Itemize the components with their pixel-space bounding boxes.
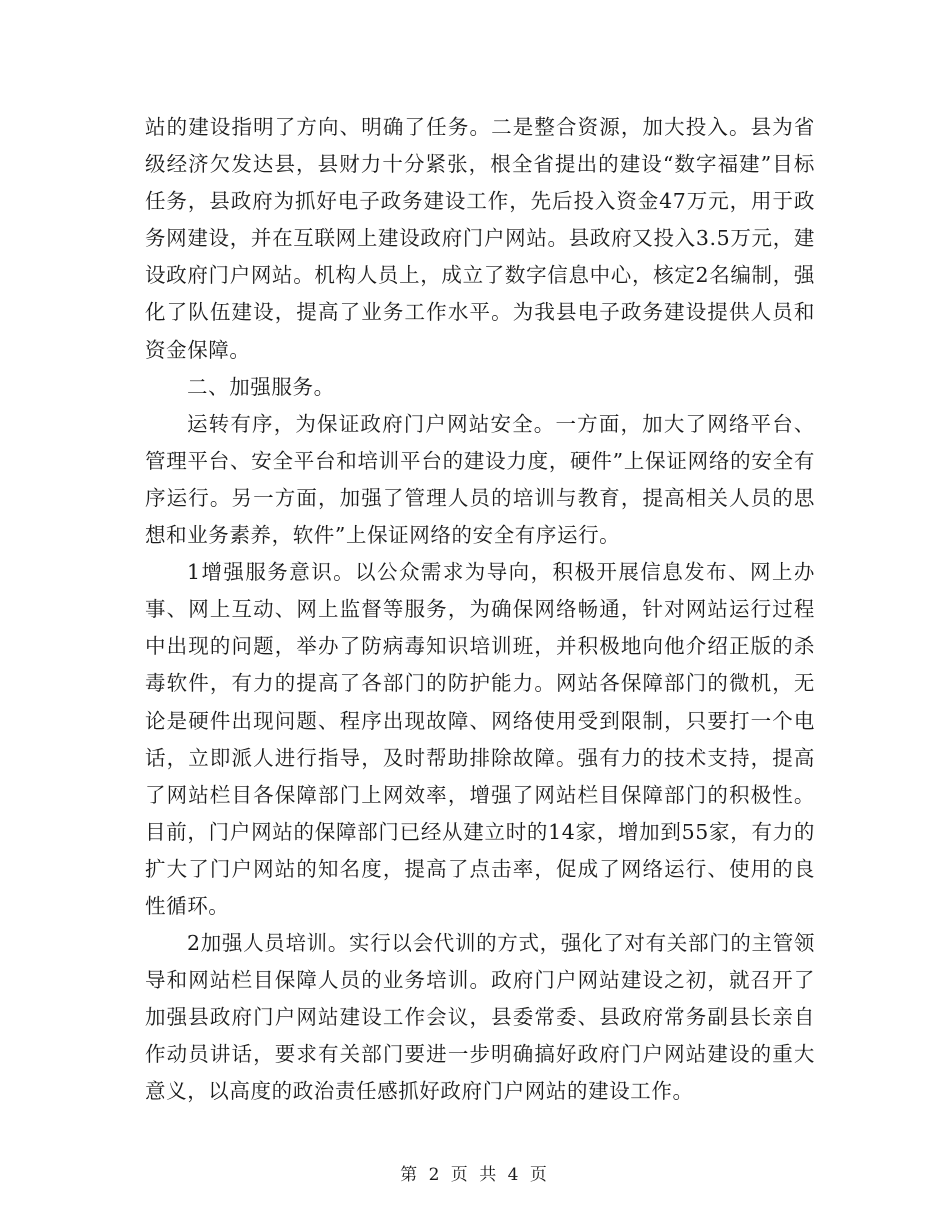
paragraph-security: 运转有序，为保证政府门户网站安全。一方面，加大了网络平台、管理平台、安全平台和培训平台的建设力度，硬件”上保证网络的安全有序运行。另一方面，加强了管理人员的培训与教育，提高相关人员的思想和业务素养，软件”上保证网络的安全有序运行。: [145, 411, 815, 548]
section-heading-services: 二、加强服务。: [187, 374, 335, 399]
document-body: [145, 109, 815, 1111]
paragraph-staff-training: 2加强人员培训。实行以会代训的方式，强化了对有关部门的主管领导和网站栏目保障人员的业务培训。政府门户网站建设之初，就召开了加强县政府门户网站建设工作会议，县委常委、县政府常务副县长亲自作动员讲话，要求有关部门要进一步明确搞好政府门户网站建设的重大意义，以高度的政治责任感抓好政府门户网站的建设工作。: [145, 931, 815, 1104]
page-number-footer: 第 2 页 共 4 页: [400, 1165, 550, 1185]
paragraph-continuation: 站的建设指明了方向、明确了任务。二是整合资源，加大投入。县为省级经济欠发达县，县财力十分紧张，根全省提出的建设“数字福建”目标任务，县政府为抓好电子政务建设工作，先后投入资金47万元，用于政务网建设，并在互联网上建设政府门户网站。县政府又投入3.5万元，建设政府门户网站。机构人员上，成立了数字信息中心，核定2名编制，强化了队伍建设，提高了业务工作水平。为我县电子政务建设提供人员和资金保障。: [145, 115, 815, 362]
paragraph-service-awareness: 1增强服务意识。以公众需求为导向，积极开展信息发布、网上办事、网上互动、网上监督等服务，为确保网络畅通，针对网站运行过程中出现的问题，举办了防病毒知识培训班，并积极地向他介绍正版的杀毒软件，有力的提高了各部门的防护能力。网站各保障部门的微机，无论是硬件出现问题、程序出现故障、网络使用受到限制，只要打一个电话，立即派人进行指导，及时帮助排除故障。强有力的技术支持，提高了网站栏目各保障部门上网效率，增强了网站栏目保障部门的积极性。目前，门户网站的保障部门已经从建立时的14家，增加到55家，有力的扩大了门户网站的知名度，提高了点击率，促成了网络运行、使用的良性循环。: [145, 560, 815, 918]
